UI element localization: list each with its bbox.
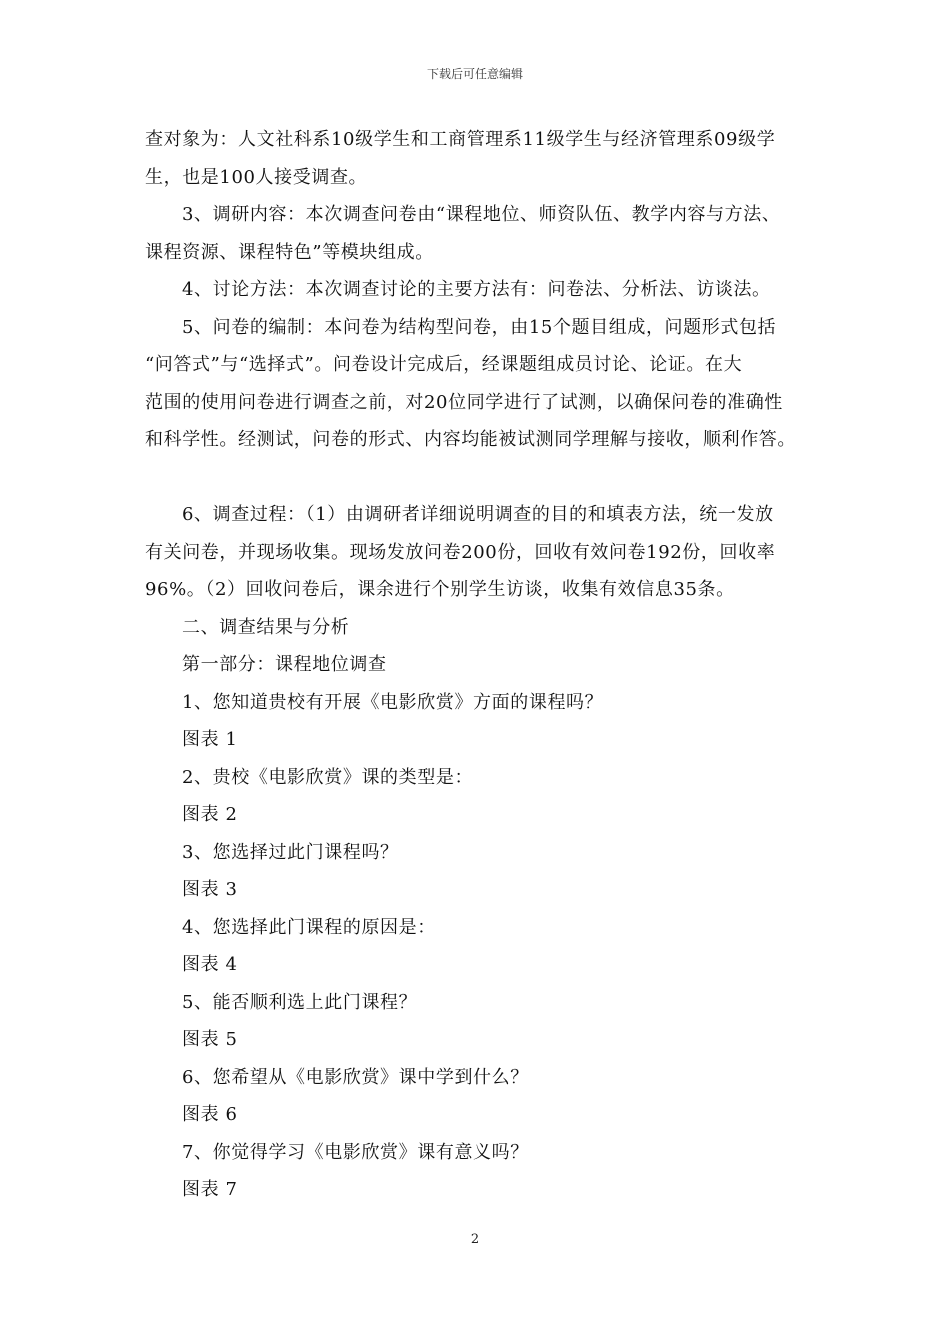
subsection-heading: 第一部分：课程地位调查 <box>182 654 387 675</box>
figure-caption: 图表 7 <box>182 1179 238 1200</box>
page-number: 2 <box>470 1232 480 1247</box>
body-line: 96%。（2）回收问卷后，课余进行个别学生访谈，收集有效信息35条。 <box>145 579 735 600</box>
page-header: 下载后可任意编辑 <box>426 67 523 81</box>
question-item: 3、您选择过此门课程吗？ <box>182 841 399 863</box>
figure-caption: 图表 2 <box>182 804 238 825</box>
body-line: 课程资源、课程特色”等模块组成。 <box>145 241 434 263</box>
body-line: 范围的使用问卷进行调查之前，对20位同学进行了试测，以确保问卷的准确性 <box>145 391 783 413</box>
body-line: “问答式”与“选择式”。问卷设计完成后，经课题组成员讨论、论证。在大 <box>145 354 743 375</box>
question-item: 2、贵校《电影欣赏》课的类型是： <box>182 766 474 788</box>
body-line: 6、调查过程：（1）由调研者详细说明调查的目的和填表方法，统一发放 <box>182 504 774 525</box>
question-item: 7、你觉得学习《电影欣赏》课有意义吗？ <box>182 1141 529 1163</box>
question-item: 1、您知道贵校有开展《电影欣赏》方面的课程吗？ <box>182 691 604 713</box>
body-line: 查对象为：人文社科系10级学生和工商管理系11级学生与经济管理系09级学 <box>145 129 776 150</box>
body-line: 和科学性。经测试，问卷的形式、内容均能被试测同学理解与接收，顺利作答。 <box>145 429 796 450</box>
question-item: 5、能否顺利选上此门课程？ <box>182 991 418 1013</box>
section-heading: 二、调查结果与分析 <box>182 616 350 638</box>
body-line: 生，也是100人接受调查。 <box>145 166 368 188</box>
body-line: 4、讨论方法：本次调查讨论的主要方法有：问卷法、分析法、访谈法。 <box>182 279 771 300</box>
question-item: 4、您选择此门课程的原因是： <box>182 916 436 938</box>
document-body <box>145 121 820 1209</box>
body-line: 有关问卷，并现场收集。现场发放问卷200份，回收有效问卷192份，回收率 <box>145 541 776 563</box>
body-line: 3、调研内容：本次调查问卷由“课程地位、师资队伍、教学内容与方法、 <box>182 204 781 225</box>
figure-caption: 图表 1 <box>182 729 238 750</box>
question-item: 6、您希望从《电影欣赏》课中学到什么？ <box>182 1066 529 1088</box>
figure-caption: 图表 5 <box>182 1029 238 1050</box>
paragraph-gap <box>145 459 820 497</box>
figure-caption: 图表 4 <box>182 954 238 975</box>
body-line: 5、问卷的编制：本问卷为结构型问卷，由15个题目组成，问题形式包括 <box>182 316 777 338</box>
figure-caption: 图表 3 <box>182 879 238 900</box>
figure-caption: 图表 6 <box>182 1104 238 1125</box>
